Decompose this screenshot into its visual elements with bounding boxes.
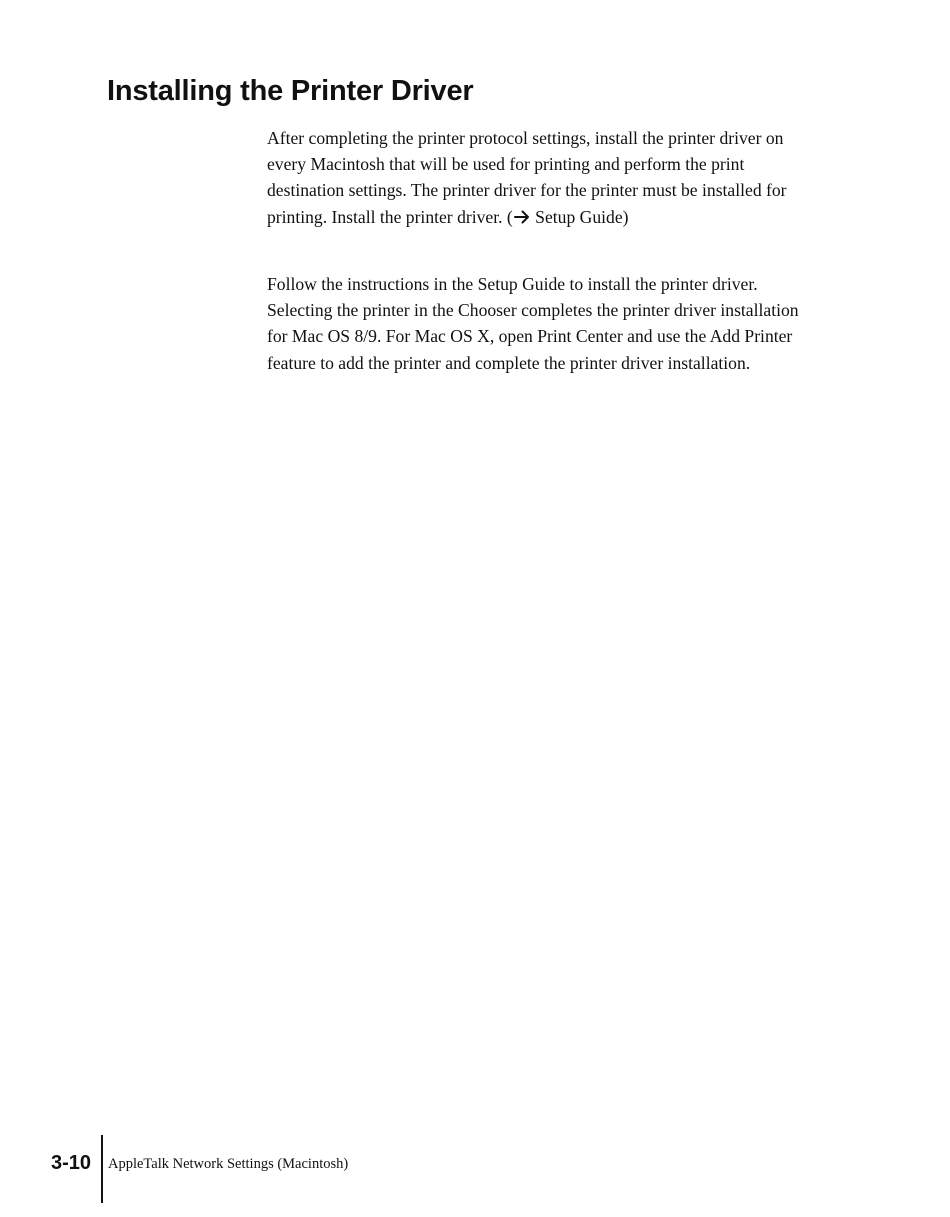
paragraph-line: for Mac OS 8/9. For Mac OS X, open Print Center and use the Add Printer [267, 326, 793, 347]
paragraph-text: printing. Install the printer driver. ( [267, 206, 513, 227]
paragraph-line: every Macintosh that will be used for printing and perform the print [267, 154, 745, 175]
intro-paragraph [267, 125, 847, 230]
page-title: Installing the Printer Driver [107, 75, 474, 107]
paragraph-line-with-reference [267, 204, 847, 230]
paragraph-line: Follow the instructions in the Setup Guide to install the printer driver. [267, 274, 758, 294]
closing-parenthesis: ) [622, 206, 629, 227]
paragraph-line: destination settings. The printer driver for the printer must be installed for [267, 180, 787, 201]
setup-guide-reference-link[interactable]: Setup Guide [535, 206, 623, 227]
paragraph-line: After completing the printer protocol settings, install the printer driver on [267, 128, 784, 148]
instructions-paragraph [267, 271, 847, 376]
footer-divider [101, 1135, 103, 1203]
right-arrow-icon [514, 210, 530, 224]
page-number: 3-10 [51, 1152, 92, 1174]
paragraph-line: feature to add the printer and complete the printer driver installation. [267, 352, 751, 373]
footer-section-title: AppleTalk Network Settings (Macintosh) [108, 1156, 349, 1172]
paragraph-line: Selecting the printer in the Chooser completes the printer driver installation [267, 300, 799, 321]
